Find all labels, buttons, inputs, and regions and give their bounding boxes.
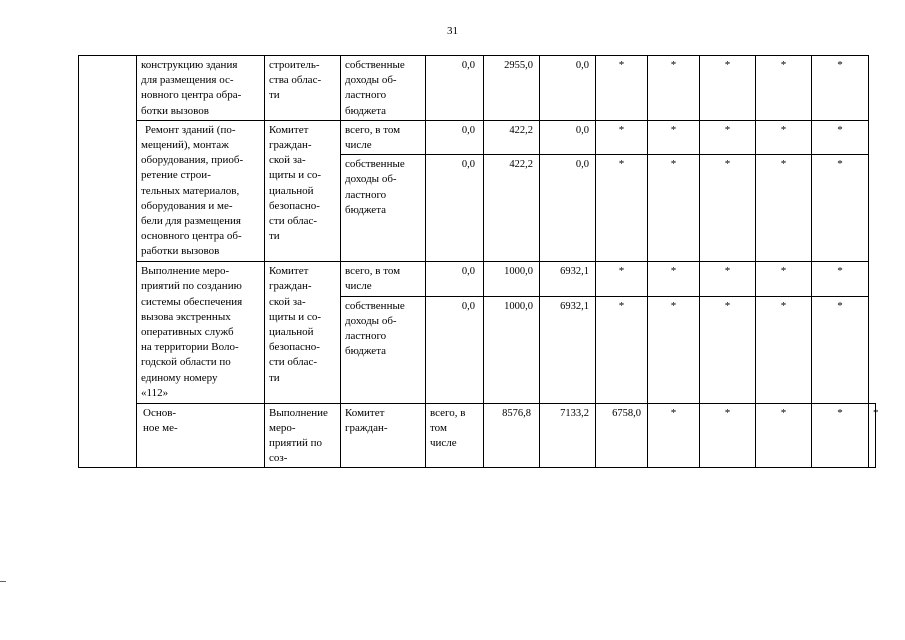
value-cell: 0,0 <box>540 56 596 121</box>
star-cell: * <box>869 403 876 468</box>
executor-text: Комитет граждан- ской за- щиты и со- циальной безопасно- сти облас- ти <box>269 265 321 384</box>
executor-cell <box>265 120 341 261</box>
funding-source-text: собственные доходы об- ластного бюджета <box>345 59 405 117</box>
table-row <box>79 403 876 468</box>
star-cell: * <box>596 155 648 262</box>
executor-cell <box>265 56 341 121</box>
measure-name-text: конструкцию здания для размещения ос- новного центра обра- ботки вызовов <box>141 59 242 117</box>
value-cell: 6758,0 <box>596 403 648 468</box>
value-cell: 0,0 <box>540 155 596 262</box>
star-cell: * <box>756 262 812 296</box>
value-cell: 422,2 <box>484 155 540 262</box>
star-cell: * <box>648 296 700 403</box>
measure-name-text: Выполнение меро- приятий по соз- <box>269 406 328 465</box>
value-cell: 6932,1 <box>540 262 596 296</box>
funding-source-cell <box>341 120 426 154</box>
value-cell: 1000,0 <box>484 296 540 403</box>
executor-text: Комитет граждан- <box>345 406 388 434</box>
section-cell <box>79 56 137 468</box>
star-cell: * <box>596 262 648 296</box>
value-cell: 0,0 <box>426 56 484 121</box>
value-cell: 6932,1 <box>540 296 596 403</box>
star-cell: * <box>700 56 756 121</box>
value-cell: 0,0 <box>426 120 484 154</box>
star-cell: * <box>812 262 869 296</box>
measure-name-text: Ремонт зданий (по- мещений), монтаж оборудования, приоб- ретение строи- тельных материалов, оборудования и ме- бели для размещения основного центра об- работки вызовов <box>141 123 244 258</box>
star-cell: * <box>756 296 812 403</box>
star-cell: * <box>700 120 756 154</box>
page-number: 31 <box>447 25 458 37</box>
table-row <box>79 56 876 121</box>
funding-source-cell <box>341 296 426 403</box>
funding-source-text: собственные доходы об- ластного бюджета <box>345 299 405 358</box>
executor-text: строитель- ства облас- ти <box>269 59 322 102</box>
measure-name-cell <box>265 403 341 468</box>
star-cell: * <box>812 120 869 154</box>
section-cell <box>137 403 265 468</box>
funding-source-text: собственные доходы об- ластного бюджета <box>345 158 405 216</box>
executor-cell <box>265 262 341 403</box>
star-cell: * <box>756 120 812 154</box>
star-cell: * <box>756 155 812 262</box>
funding-source-text: всего, в том числе <box>345 265 401 293</box>
measure-name-cell <box>137 120 265 261</box>
table-row <box>79 120 876 154</box>
star-cell: * <box>596 120 648 154</box>
funding-source-cell <box>341 56 426 121</box>
table-row <box>79 262 876 296</box>
measure-name-text: Выполнение меро- приятий по созданию системы обеспечения вызова экстренных оперативных служб на территории Воло- годской области по единому номеру «112» <box>141 265 243 399</box>
star-cell: * <box>700 262 756 296</box>
section-text: Основ- ное ме- <box>143 406 178 434</box>
star-cell: * <box>700 155 756 262</box>
star-cell: * <box>700 296 756 403</box>
star-cell: * <box>812 296 869 403</box>
star-cell: * <box>648 403 700 468</box>
value-cell: 0,0 <box>540 120 596 154</box>
funding-source-text: всего, в том числе <box>345 123 401 152</box>
star-cell: * <box>756 403 812 468</box>
value-cell: 2955,0 <box>484 56 540 121</box>
executor-text: Комитет граждан- ской за- щиты и со- циальной безопасно- сти облас- ти <box>269 123 321 243</box>
star-cell: * <box>648 120 700 154</box>
star-cell: * <box>648 262 700 296</box>
funding-source-text: всего, в том числе <box>430 406 466 450</box>
funding-source-cell <box>341 262 426 296</box>
value-cell: 8576,8 <box>484 403 540 468</box>
budget-table <box>78 55 879 468</box>
value-cell: 7133,2 <box>540 403 596 468</box>
measure-name-cell <box>137 262 265 403</box>
star-cell: * <box>596 296 648 403</box>
star-cell: * <box>812 56 869 121</box>
value-cell: 0,0 <box>426 155 484 262</box>
star-cell: * <box>700 403 756 468</box>
star-cell: * <box>648 56 700 121</box>
value-cell: 0,0 <box>426 262 484 296</box>
funding-source-cell <box>426 403 484 468</box>
executor-cell <box>341 403 426 468</box>
funding-source-cell <box>341 155 426 262</box>
value-cell: 1000,0 <box>484 262 540 296</box>
margin-tick-mark <box>0 581 6 582</box>
star-cell: * <box>648 155 700 262</box>
star-cell: * <box>812 155 869 262</box>
star-cell: * <box>596 56 648 121</box>
value-cell: 0,0 <box>426 296 484 403</box>
star-cell: * <box>812 403 869 468</box>
star-cell: * <box>756 56 812 121</box>
value-cell: 422,2 <box>484 120 540 154</box>
measure-name-cell <box>137 56 265 121</box>
